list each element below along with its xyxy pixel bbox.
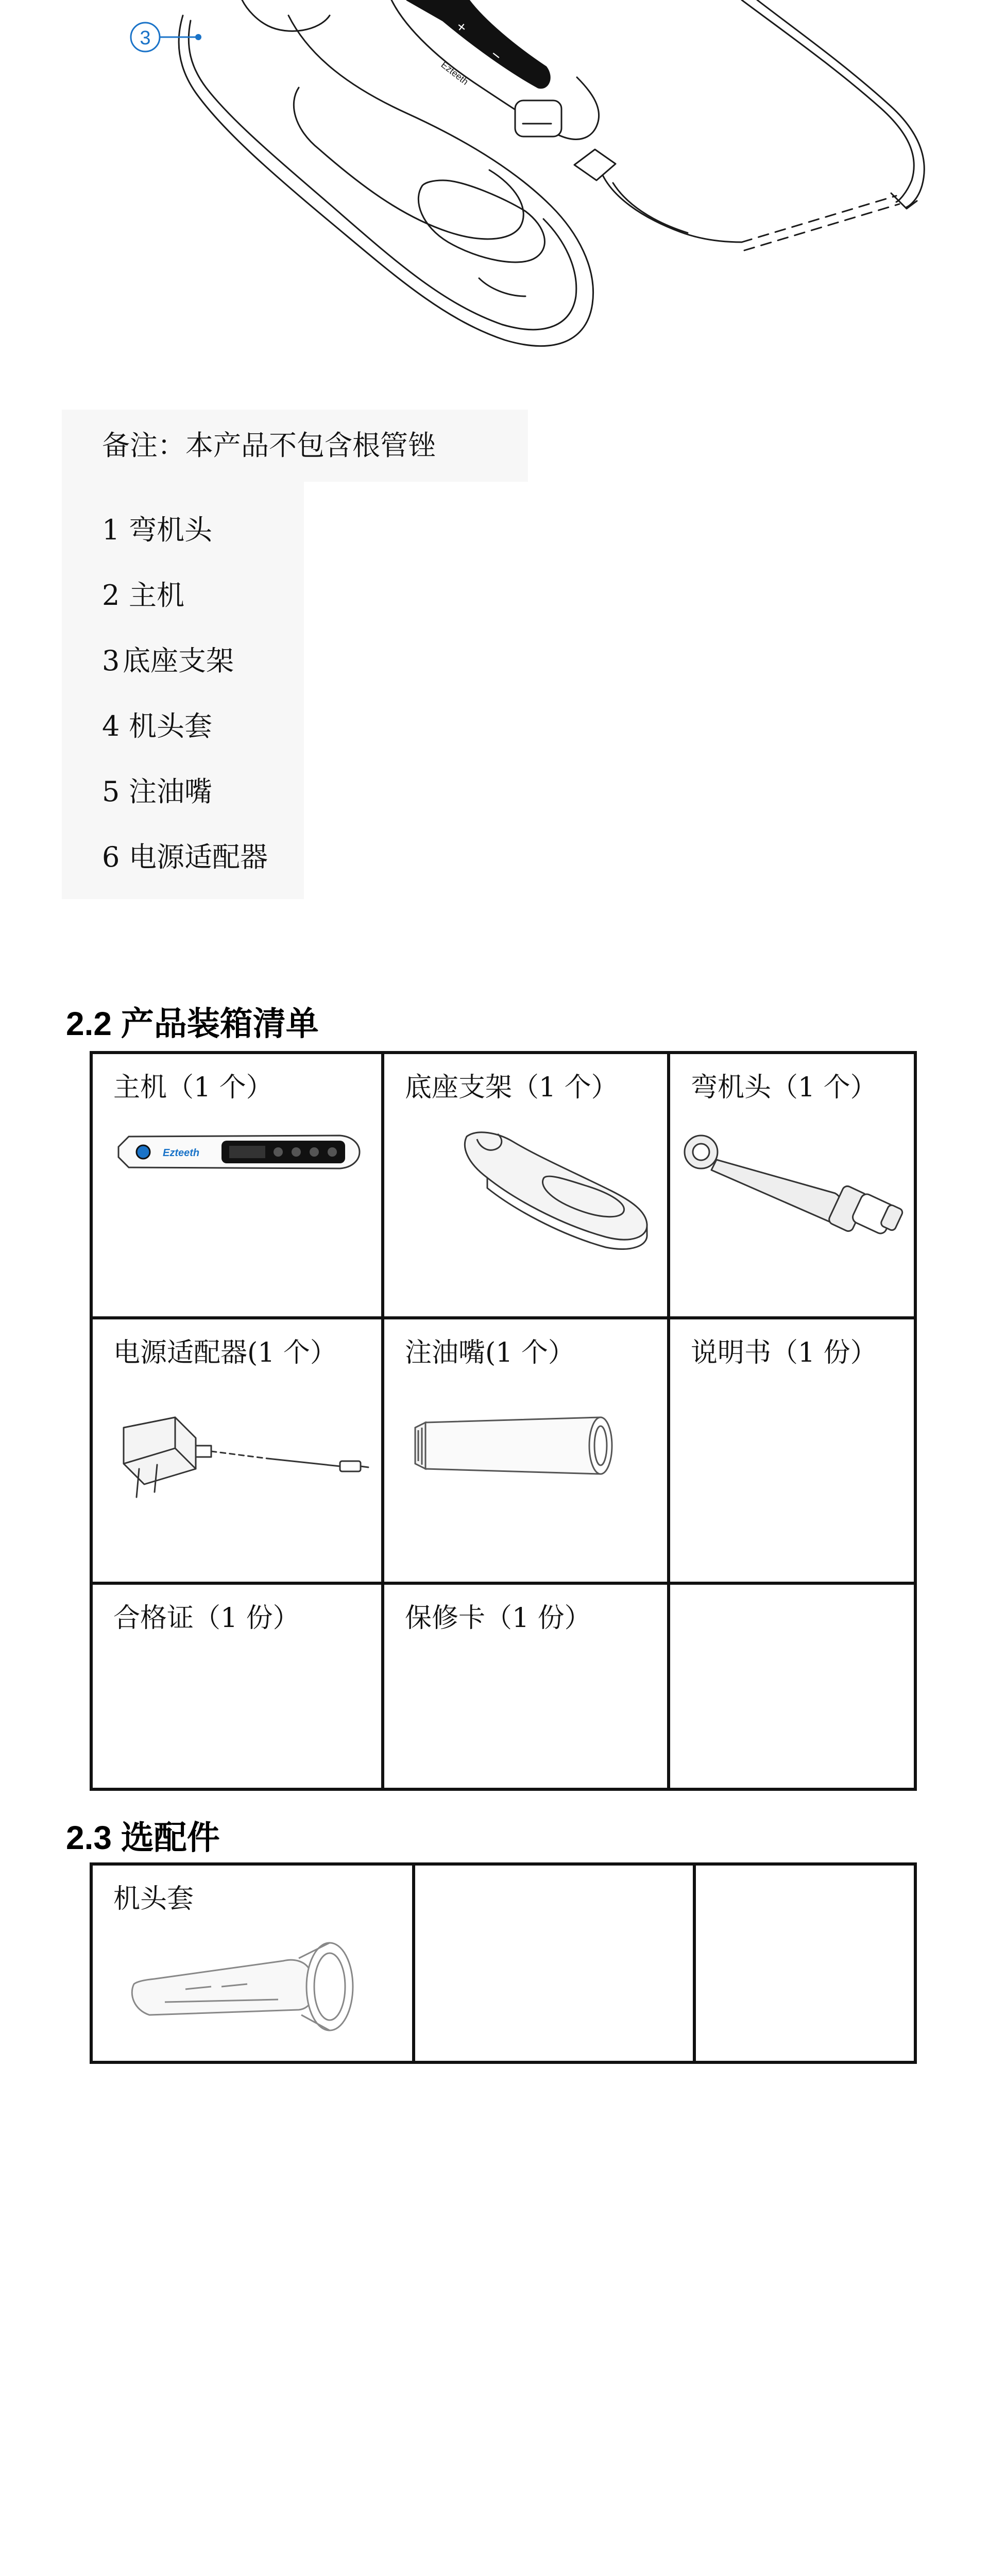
- packing-cell-base-stand: [383, 1053, 669, 1318]
- svg-text:3: 3: [140, 27, 151, 49]
- legend-item: [102, 693, 304, 759]
- handpiece-main-unit-icon: [113, 1126, 361, 1178]
- handpiece-sleeve-icon: [124, 1938, 361, 2046]
- legend-label: 弯机头: [129, 513, 212, 546]
- packing-list-table: [90, 1051, 917, 1791]
- legend-item: [102, 759, 304, 824]
- cell-label: 主机（1 个）: [113, 1072, 273, 1103]
- legend-item: [102, 628, 304, 693]
- base-stand-icon: [456, 1126, 652, 1250]
- contra-angle-head-icon: [680, 1131, 907, 1250]
- packing-cell-contra-angle: [669, 1053, 915, 1318]
- parts-legend: [62, 482, 304, 899]
- note-text: 备注：本产品不包含根管锉: [102, 429, 436, 462]
- svg-text:+: +: [452, 18, 470, 37]
- cell-label: 机头套: [113, 1884, 194, 1914]
- cell-label: 弯机头（1 个）: [691, 1072, 877, 1103]
- legend-label: 底座支架: [123, 644, 234, 677]
- packing-cell-empty: [669, 1583, 915, 1789]
- note-box: [62, 410, 528, 482]
- packing-list-title: 2.2 产品装箱清单: [66, 1005, 319, 1042]
- legend-item: [102, 497, 304, 563]
- optional-cell-empty: [694, 1864, 915, 2062]
- legend-number: 4: [102, 709, 120, 742]
- packing-cell-power-adapter: [91, 1318, 383, 1583]
- table-row: [91, 1864, 915, 2062]
- legend-item: [102, 824, 304, 890]
- cell-label: 注油嘴(1 个）: [405, 1337, 575, 1368]
- optional-cell-empty: [414, 1864, 694, 2062]
- optional-cell-sleeve: [91, 1864, 414, 2062]
- legend-number: 1: [102, 513, 120, 546]
- power-adapter-icon: [113, 1407, 371, 1510]
- callout-3: [131, 23, 201, 52]
- packing-cell-main-unit: [91, 1053, 383, 1318]
- table-row: [91, 1318, 915, 1583]
- oil-nozzle-icon: [405, 1407, 621, 1484]
- legend-number: 6: [102, 840, 120, 873]
- packing-cell-manual: [669, 1318, 915, 1583]
- legend-number: 3: [102, 644, 120, 677]
- cell-label: 说明书（1 份）: [691, 1337, 877, 1368]
- optional-parts-title: 2.3 选配件: [66, 1819, 220, 1856]
- cell-label: 底座支架（1 个）: [405, 1072, 618, 1103]
- cell-label: 保修卡（1 份）: [405, 1603, 591, 1634]
- packing-cell-oil-nozzle: [383, 1318, 669, 1583]
- legend-number: 5: [102, 775, 120, 808]
- cell-label: 电源适配器(1 个）: [113, 1337, 337, 1368]
- legend-label: 注油嘴: [129, 775, 212, 808]
- table-row: [91, 1583, 915, 1789]
- legend-number: 2: [102, 579, 120, 612]
- cell-label: 合格证（1 份）: [113, 1603, 300, 1634]
- product-assembly-drawing: [0, 0, 989, 371]
- legend-label: 电源适配器: [129, 840, 268, 873]
- packing-cell-warranty-card: [383, 1583, 669, 1789]
- svg-text:Ezteeth: Ezteeth: [439, 59, 470, 87]
- packing-cell-certificate: [91, 1583, 383, 1789]
- svg-text:−: −: [487, 46, 505, 65]
- product-illustration: [0, 0, 989, 371]
- legend-label: 主机: [129, 579, 184, 612]
- table-row: [91, 1053, 915, 1318]
- svg-text:Ezteeth: Ezteeth: [163, 1147, 200, 1159]
- legend-label: 机头套: [129, 709, 212, 742]
- optional-parts-table: [90, 1862, 917, 2064]
- legend-item: [102, 563, 304, 628]
